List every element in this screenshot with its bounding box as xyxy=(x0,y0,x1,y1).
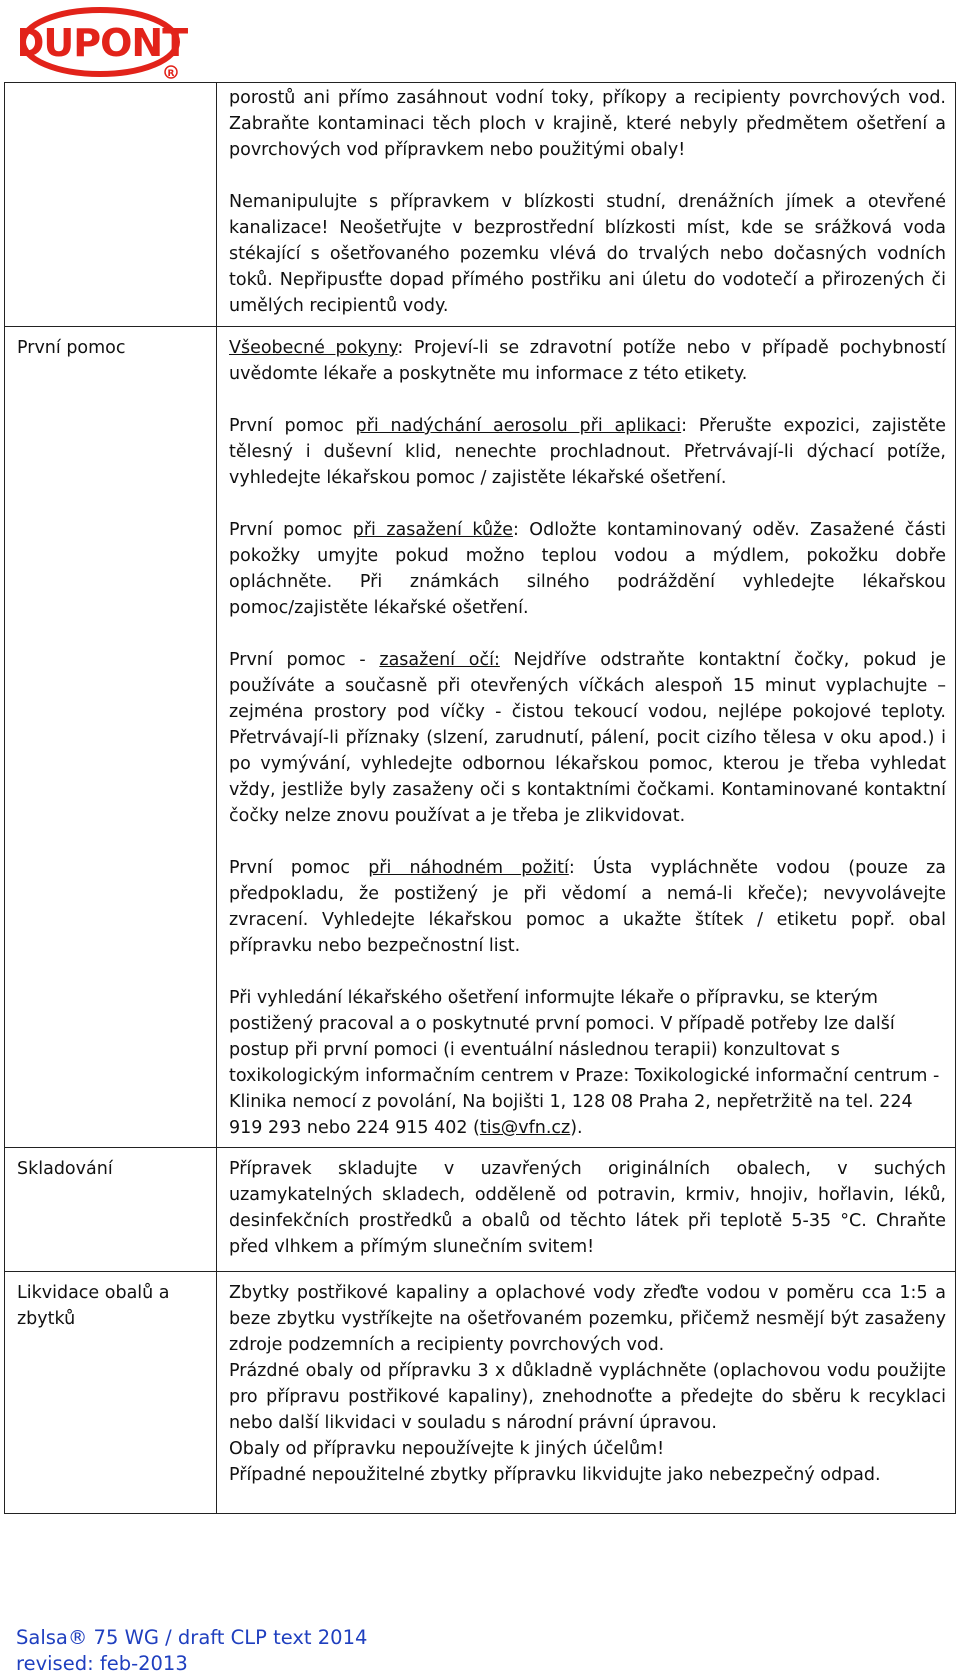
medical-suffix: ). xyxy=(570,1118,583,1138)
section-storage xyxy=(5,1148,956,1272)
registered-mark: R xyxy=(167,69,175,79)
storage-label: Skladování xyxy=(5,1148,217,1272)
disposal-content xyxy=(217,1272,956,1514)
environment-content xyxy=(217,83,956,327)
first-aid-content xyxy=(217,327,956,1148)
inhalation-prefix: První pomoc xyxy=(229,416,356,436)
first-aid-general xyxy=(229,335,946,387)
ingestion-prefix: První pomoc xyxy=(229,858,369,878)
disposal-paragraph-3: Obaly od přípravku nepoužívejte k jiných účelům! xyxy=(229,1439,665,1459)
general-title: Všeobecné pokyny xyxy=(229,338,398,358)
ingestion-title: při náhodném požití xyxy=(368,858,569,878)
label-sections-table xyxy=(4,82,956,1514)
section-disposal xyxy=(5,1272,956,1514)
eyes-text: Nejdříve odstraňte kontaktní čočky, pokud je používáte a současně při otevřených víčkách alespoň 15 minut vyplachujte – zejména prostory pod víčky - čistou tekoucí vodou, nejlépe pokojové teploty. Přetrvávají-li příznaky (slzení, zarudnutí, pálení, pocit cizího tělesa v oku apod.) i po vymývání, vyhledejte odbornou lékařskou pomoc, kterou je třeba vyhledat vždy, jestliže byly zasaženy oči s kontaktními čočkami. Kontaminované kontaktní čočky nelze znovu používat a je třeba je zlikvidovat. xyxy=(229,650,946,826)
dupont-logo xyxy=(20,6,192,82)
inhalation-text: : Přerušte expozici, zajistěte tělesný i duševní klid, nenechte prochladnout. Přetrvávají-li dýchací potíže, vyhledejte lékařskou pomoc / zajistěte lékařské ošetření. xyxy=(229,416,946,488)
section-environment xyxy=(5,83,956,327)
first-aid-medical xyxy=(229,985,946,1141)
first-aid-ingestion xyxy=(229,855,946,959)
first-aid-skin xyxy=(229,517,946,621)
footer-product-line: Salsa® 75 WG / draft CLP text 2014 xyxy=(16,1626,368,1649)
first-aid-label: První pomoc xyxy=(5,327,217,1148)
section-first-aid xyxy=(5,327,956,1148)
medical-text: Při vyhledání lékařského ošetření informujte lékaře o přípravku, se kterým postižený pracoval a o poskytnuté první pomoci. V případě potřeby lze další postup při první pomoci (i eventuální následnou terapii) konzultovat s toxikologickým informačním centrem v Praze: Toxikologické informační centrum - Klinika nemocí z povolání, Na bojišti 1, 128 08 Praha 2, nepřetržitě na tel. 224 919 293 nebo 224 915 402 ( xyxy=(229,988,940,1138)
eyes-prefix: První pomoc - xyxy=(229,650,380,670)
environment-paragraph-2: Nemanipulujte s přípravkem v blízkosti studní, drenážních jímek a otevřené kanalizace! Neošetřujte v bezprostřední blízkosti míst, kde se srážková voda stékající s ošetřovaného pozemku vlévá do trvalých nebo dočasných vodních toků. Nepřipusťte dopad přímého postřiku ani úletu do vodotečí a přirozených či umělých recipientů vody. xyxy=(229,192,946,316)
toxicology-email-link[interactable]: tis@vfn.cz xyxy=(479,1118,571,1138)
logo-wordmark: DUPONT xyxy=(20,21,188,65)
environment-label xyxy=(5,83,217,327)
disposal-paragraph-1: Zbytky postřikové kapaliny a oplachové vody zřeďte vodou v poměru cca 1:5 a beze zbytku vystříkejte na ošetřovaném pozemku, přičemž nesmějí být zasaženy zdroje podzemních a recipienty povrchových vod. xyxy=(229,1283,946,1355)
general-text: : Projeví-li se zdravotní potíže nebo v případě pochybností uvědomte lékaře a poskytněte mu informace z této etikety. xyxy=(229,338,946,384)
skin-title: při zasažení kůže xyxy=(352,520,514,540)
eyes-title: zasažení očí: xyxy=(379,650,500,670)
ingestion-text: : Ústa vypláchněte vodou (pouze za předpokladu, že postižený je při vědomí a nemá-li křeče); nevyvolávejte zvracení. Vyhledejte lékařskou pomoc a ukažte štítek / etiketu popř. obal přípravku nebo bezpečnostní list. xyxy=(229,858,946,956)
skin-prefix: První pomoc xyxy=(229,520,353,540)
storage-text: Přípravek skladujte v uzavřených originálních obalech, v suchých uzamykatelných skladech, odděleně od potravin, krmiv, hnojiv, hořlavin, léků, desinfekčních prostředků a obalů od těchto látek při teplotě 5-35 °C. Chraňte před vlhkem a přímým slunečním svitem! xyxy=(229,1159,946,1257)
environment-paragraph-1: porostů ani přímo zasáhnout vodní toky, příkopy a recipienty povrchových vod. Zabraňte kontaminaci těch ploch v krajině, které nebyly předmětem ošetření a povrchových vod přípravkem nebo použitými obaly! xyxy=(229,88,946,160)
first-aid-inhalation xyxy=(229,413,946,491)
skin-text: : Odložte kontaminovaný oděv. Zasažené části pokožky umyjte pokud možno teplou vodou a mýdlem, pokožku dobře opláchněte. Při známkách silného podráždění vyhledejte lékařskou pomoc/zajistěte lékařské ošetření. xyxy=(229,520,946,618)
disposal-label: Likvidace obalů a zbytků xyxy=(5,1272,217,1514)
footer-revision-line: revised: feb-2013 xyxy=(16,1652,188,1675)
storage-content xyxy=(217,1148,956,1272)
dupont-oval-logo xyxy=(20,6,192,82)
inhalation-title: při nadýchání aerosolu při aplikaci xyxy=(355,416,682,436)
first-aid-eyes xyxy=(229,647,946,829)
disposal-paragraph-2: Prázdné obaly od přípravku 3 x důkladně vypláchněte (oplachovou vodu použijte pro přípravu postřikové kapaliny), znehodnoťte a předejte do sběru k recyklaci nebo další likvidaci v souladu s národní právní úpravou. xyxy=(229,1361,946,1433)
disposal-paragraph-4: Případné nepoužitelné zbytky přípravku likvidujte jako nebezpečný odpad. xyxy=(229,1465,881,1485)
document-footer xyxy=(16,1625,367,1677)
